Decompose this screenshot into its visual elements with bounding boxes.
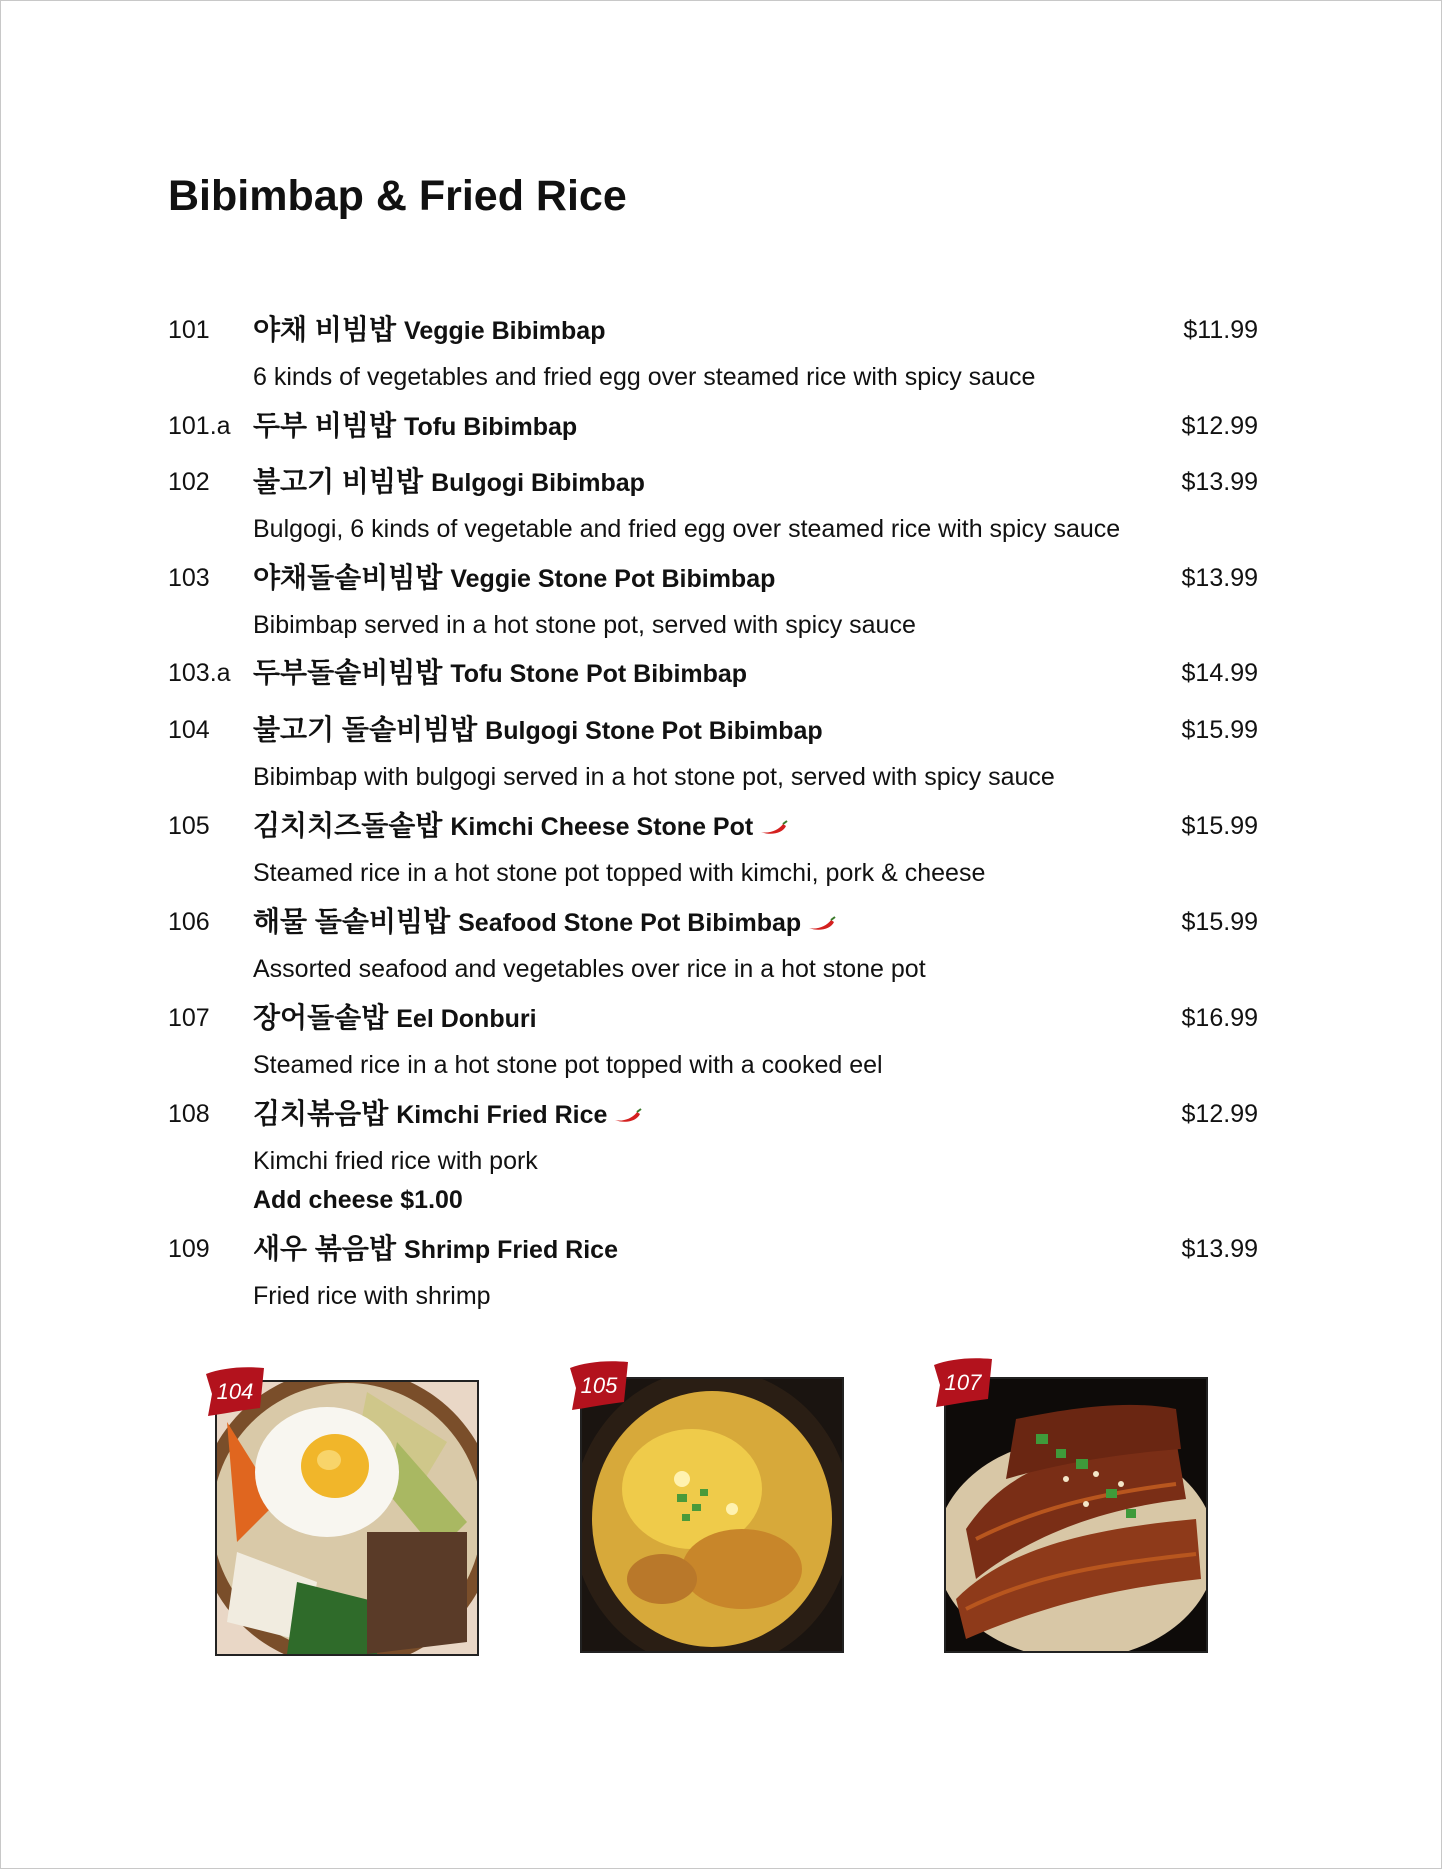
item-korean-name: 김치치즈돌솥밥 — [253, 810, 443, 841]
menu-item — [168, 310, 1258, 350]
item-korean-name: 불고기 돌솥비빔밥 — [253, 714, 478, 745]
kimchi-cheese-illustration — [582, 1379, 842, 1651]
item-korean-name: 두부돌솥비빔밥 — [253, 657, 443, 688]
item-english-name: Kimchi Cheese Stone Pot — [450, 813, 754, 841]
item-name — [253, 806, 789, 847]
item-price: $15.99 — [1181, 908, 1258, 936]
item-number: 102 — [168, 468, 210, 496]
item-name — [253, 558, 775, 599]
chili-pepper-icon — [613, 1108, 643, 1124]
item-english-name: Tofu Bibimbap — [404, 413, 578, 441]
item-description: Bibimbap served in a hot stone pot, served with spicy sauce — [253, 611, 916, 639]
bibimbap-illustration — [217, 1382, 477, 1654]
food-photo-kimchi-cheese — [580, 1377, 844, 1653]
item-description: Bulgogi, 6 kinds of vegetable and fried egg over steamed rice with spicy sauce — [253, 515, 1121, 543]
page-title: Bibimbap & Fried Rice — [168, 172, 627, 220]
item-english-name: Shrimp Fried Rice — [404, 1236, 618, 1264]
food-photo-eel-donburi — [944, 1377, 1208, 1653]
item-korean-name: 불고기 비빔밥 — [253, 466, 424, 497]
item-description: Kimchi fried rice with pork — [253, 1147, 538, 1175]
item-name — [253, 406, 577, 447]
item-description: Steamed rice in a hot stone pot topped with a cooked eel — [253, 1051, 883, 1079]
item-number: 103 — [168, 564, 210, 592]
eel-donburi-illustration — [946, 1379, 1206, 1651]
item-english-name: Veggie Stone Pot Bibimbap — [450, 565, 776, 593]
item-name — [253, 1094, 643, 1135]
photo-badge-label: 104 — [216, 1379, 254, 1404]
item-name — [253, 462, 645, 503]
item-name — [253, 310, 605, 351]
item-price: $13.99 — [1181, 1235, 1258, 1263]
item-number: 106 — [168, 908, 210, 936]
item-price: $11.99 — [1183, 316, 1258, 344]
item-price: $13.99 — [1181, 564, 1258, 592]
item-description: Assorted seafood and vegetables over rice in a hot stone pot — [253, 955, 926, 983]
item-number: 107 — [168, 1004, 210, 1032]
item-english-name: Kimchi Fried Rice — [396, 1101, 608, 1129]
item-number: 103.a — [168, 659, 231, 687]
menu-item — [168, 902, 1258, 942]
item-english-name: Bulgogi Bibimbap — [431, 469, 645, 497]
item-english-name: Bulgogi Stone Pot Bibimbap — [485, 717, 823, 745]
item-price: $12.99 — [1181, 412, 1258, 440]
item-number: 105 — [168, 812, 210, 840]
item-korean-name: 야채 비빔밥 — [253, 314, 397, 345]
item-price: $16.99 — [1181, 1004, 1258, 1032]
food-photo-bibimbap — [215, 1380, 479, 1656]
item-english-name: Tofu Stone Pot Bibimbap — [450, 660, 748, 688]
item-english-name: Seafood Stone Pot Bibimbap — [458, 909, 802, 937]
item-name — [253, 902, 837, 943]
item-number: 101 — [168, 316, 210, 344]
menu-item — [168, 1094, 1258, 1134]
item-english-name: Veggie Bibimbap — [404, 317, 606, 345]
item-price: $14.99 — [1181, 659, 1258, 687]
item-korean-name: 야채돌솥비빔밥 — [253, 562, 443, 593]
item-price: $15.99 — [1181, 812, 1258, 840]
item-number: 109 — [168, 1235, 210, 1263]
item-korean-name: 해물 돌솥비빔밥 — [253, 906, 451, 937]
item-korean-name: 김치볶음밥 — [253, 1098, 389, 1129]
menu-item — [168, 806, 1258, 846]
item-number: 101.a — [168, 412, 231, 440]
photo-badge — [202, 1364, 268, 1420]
menu-item — [168, 653, 1258, 693]
item-description: Bibimbap with bulgogi served in a hot stone pot, served with spicy sauce — [253, 763, 1055, 791]
photo-badge-label: 107 — [944, 1370, 982, 1395]
item-korean-name: 두부 비빔밥 — [253, 410, 397, 441]
menu-item — [168, 1229, 1258, 1269]
item-price: $13.99 — [1181, 468, 1258, 496]
item-korean-name: 새우 볶음밥 — [253, 1233, 397, 1264]
item-korean-name: 장어돌솥밥 — [253, 1002, 389, 1033]
item-name — [253, 1229, 618, 1270]
menu-item — [168, 998, 1258, 1038]
item-name — [253, 653, 747, 694]
item-price: $12.99 — [1181, 1100, 1258, 1128]
photo-badge-label: 105 — [580, 1373, 618, 1398]
item-name — [253, 710, 823, 751]
item-addon: Add cheese $1.00 — [253, 1186, 463, 1214]
item-price: $15.99 — [1181, 716, 1258, 744]
photo-badge — [930, 1355, 996, 1411]
chili-pepper-icon — [807, 916, 837, 932]
item-description: Fried rice with shrimp — [253, 1282, 491, 1310]
menu-item — [168, 710, 1258, 750]
item-number: 108 — [168, 1100, 210, 1128]
item-description: Steamed rice in a hot stone pot topped with kimchi, pork & cheese — [253, 859, 986, 887]
item-description: 6 kinds of vegetables and fried egg over steamed rice with spicy sauce — [253, 363, 1036, 391]
item-number: 104 — [168, 716, 210, 744]
item-name — [253, 998, 537, 1039]
menu-item — [168, 558, 1258, 598]
item-english-name: Eel Donburi — [396, 1005, 537, 1033]
menu-item — [168, 406, 1258, 446]
photo-badge — [566, 1358, 632, 1414]
menu-item — [168, 462, 1258, 502]
chili-pepper-icon — [759, 820, 789, 836]
